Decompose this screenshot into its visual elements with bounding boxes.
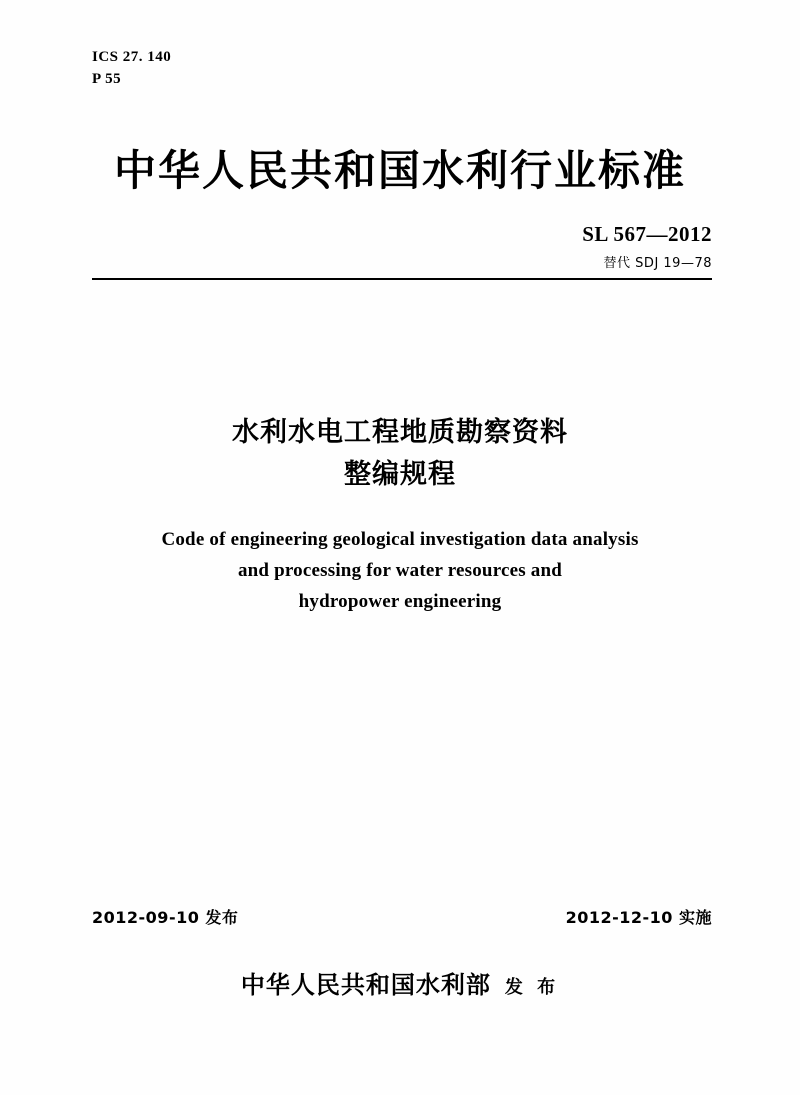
document-title-english-line1: Code of engineering geological investigation data analysis: [161, 529, 639, 550]
classification-codes: [92, 46, 171, 90]
document-title-english-line3: hydropower engineering: [298, 591, 502, 612]
document-title-chinese: [0, 412, 800, 496]
effective-date: 2012-12-10 实施: [565, 908, 712, 927]
issuer-publish-label: 发 布: [504, 977, 560, 998]
document-title-english: [0, 524, 800, 617]
issuer-line: [0, 965, 800, 1000]
standard-header-title: 中华人民共和国水利行业标准: [113, 146, 686, 195]
date-row: [92, 905, 712, 928]
replaces-note: 替代 SDJ 19—78: [603, 256, 712, 271]
ics-code: ICS 27. 140: [92, 49, 172, 65]
header-divider: [92, 278, 712, 280]
issuer-name: 中华人民共和国水利部: [240, 971, 491, 999]
issue-date: 2012-09-10 发布: [92, 908, 239, 927]
standard-number: SL 567—2012: [582, 222, 712, 246]
classification-code: P 55: [92, 71, 122, 87]
document-title-chinese-line1: 水利水电工程地质勘察资料: [232, 417, 568, 448]
standard-number-block: [582, 222, 712, 271]
document-title-chinese-line2: 整编规程: [344, 459, 456, 490]
document-title-english-line2: and processing for water resources and: [237, 560, 563, 581]
